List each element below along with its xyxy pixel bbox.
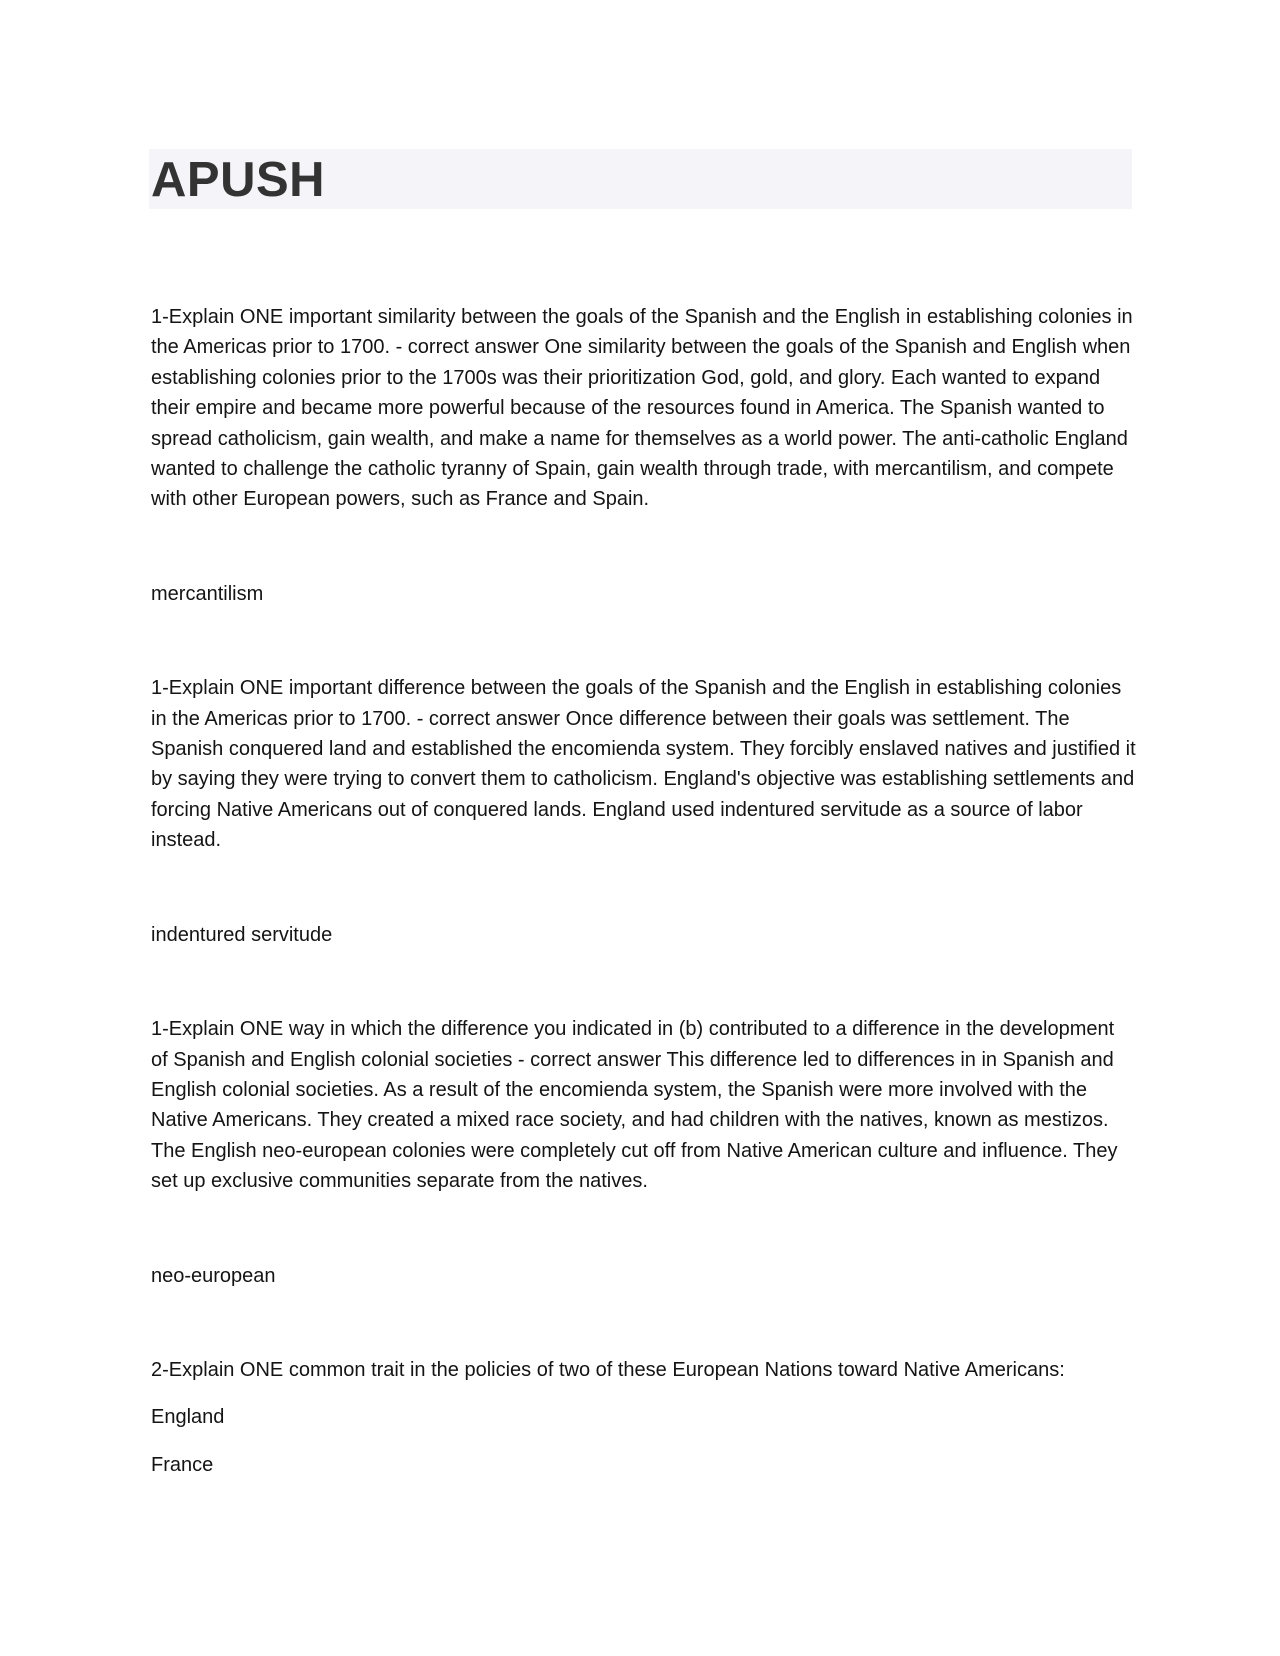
question-answer-2: 1-Explain ONE important difference between the goals of the Spanish and the English in establishing colonies in the Americas prior to 1700. - correct answer Once difference between their goals was settlement. The Spanish conquered land and established the encomienda system. They forcibly enslaved natives and justified it by saying they were trying to convert them to catholicism. England's objective was establishing settlements and forcing Native Americans out of conquered lands. England used indentured servitude as a source of labor instead.: [151, 677, 1136, 852]
nation-option-france: France: [151, 1453, 214, 1476]
term-2: indentured servitude: [151, 923, 333, 946]
document-body: [151, 302, 1136, 1497]
term-1: mercantilism: [151, 582, 264, 605]
nation-option-england: England: [151, 1406, 225, 1429]
question-answer-1: 1-Explain ONE important similarity between the goals of the Spanish and the English in establishing colonies in the Americas prior to 1700. - correct answer One similarity between the goals of the Spanish and English when establishing colonies prior to the 1700s was their prioritization God, gold, and glory. Each wanted to expand their empire and became more powerful because of the resources found in America. The Spanish wanted to spread catholicism, gain wealth, and make a name for themselves as a world power. The anti-catholic England wanted to challenge the catholic tyranny of Spain, gain wealth through trade, with mercantilism, and compete with other European powers, such as France and Spain.: [151, 306, 1133, 511]
term-3: neo-european: [151, 1264, 276, 1287]
question-2-prompt: 2-Explain ONE common trait in the policies of two of these European Nations toward Native Americans:: [151, 1358, 1065, 1381]
question-answer-3: 1-Explain ONE way in which the difference you indicated in (b) contributed to a difference in the development of Spanish and English colonial societies - correct answer This difference led to differences in in Spanish and English colonial societies. As a result of the encomienda system, the Spanish were more involved with the Native Americans. They created a mixed race society, and had children with the natives, known as mestizos. The English neo-european colonies were completely cut off from Native American culture and influence. They set up exclusive communities separate from the natives.: [151, 1018, 1118, 1193]
document-title: APUSH: [151, 153, 326, 207]
